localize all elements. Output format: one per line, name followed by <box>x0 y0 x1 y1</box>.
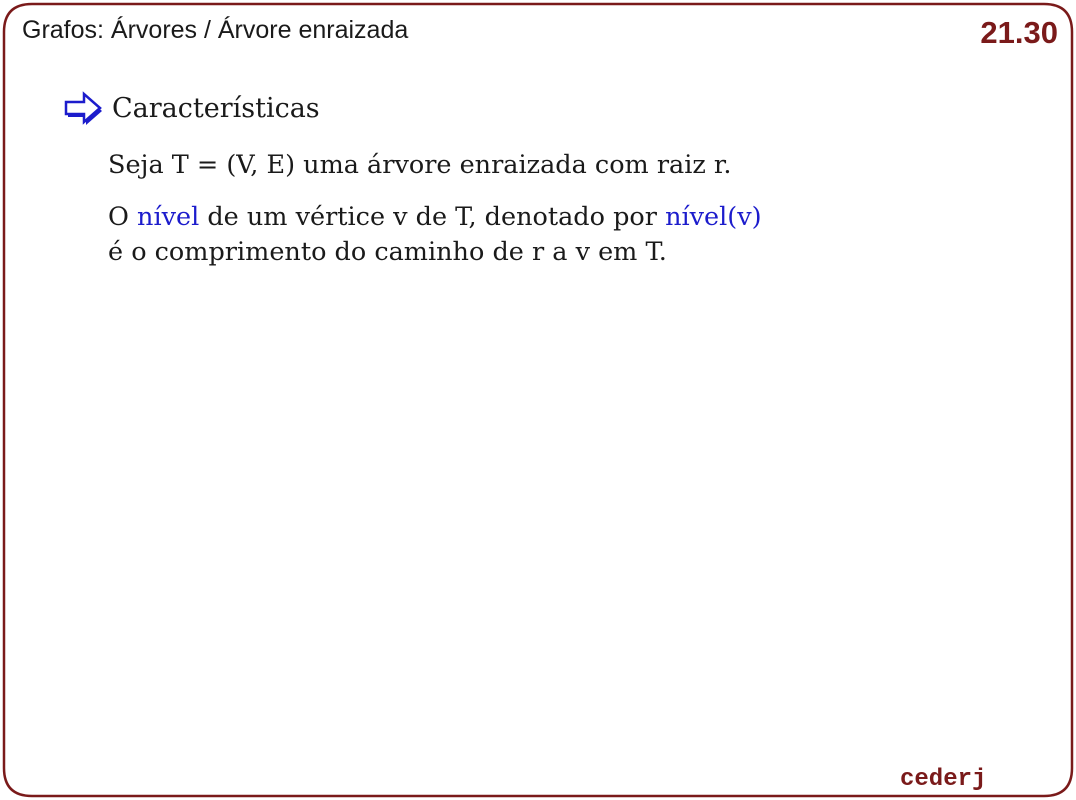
text-fragment: de um vértice v de T, denotado por <box>199 202 666 232</box>
term-nivel: nível <box>137 202 200 232</box>
section-heading <box>60 88 320 128</box>
section-heading-label: Características <box>112 92 320 124</box>
header-title: Grafos: Árvores / Árvore enraizada <box>22 16 409 44</box>
paragraph-definition: Seja T = (V, E) uma árvore enraizada com raiz r. <box>108 150 732 180</box>
paragraph-level-line2: é o comprimento do caminho de r a v em T. <box>108 237 667 267</box>
term-nivel-v: nível(v) <box>665 202 762 232</box>
paragraph-level-line1 <box>108 200 762 235</box>
slide-number: 21.30 <box>980 15 1058 50</box>
arrow-right-icon <box>60 88 104 128</box>
text-fragment: O <box>108 202 138 232</box>
footer-brand-logo: cederj <box>892 766 994 793</box>
